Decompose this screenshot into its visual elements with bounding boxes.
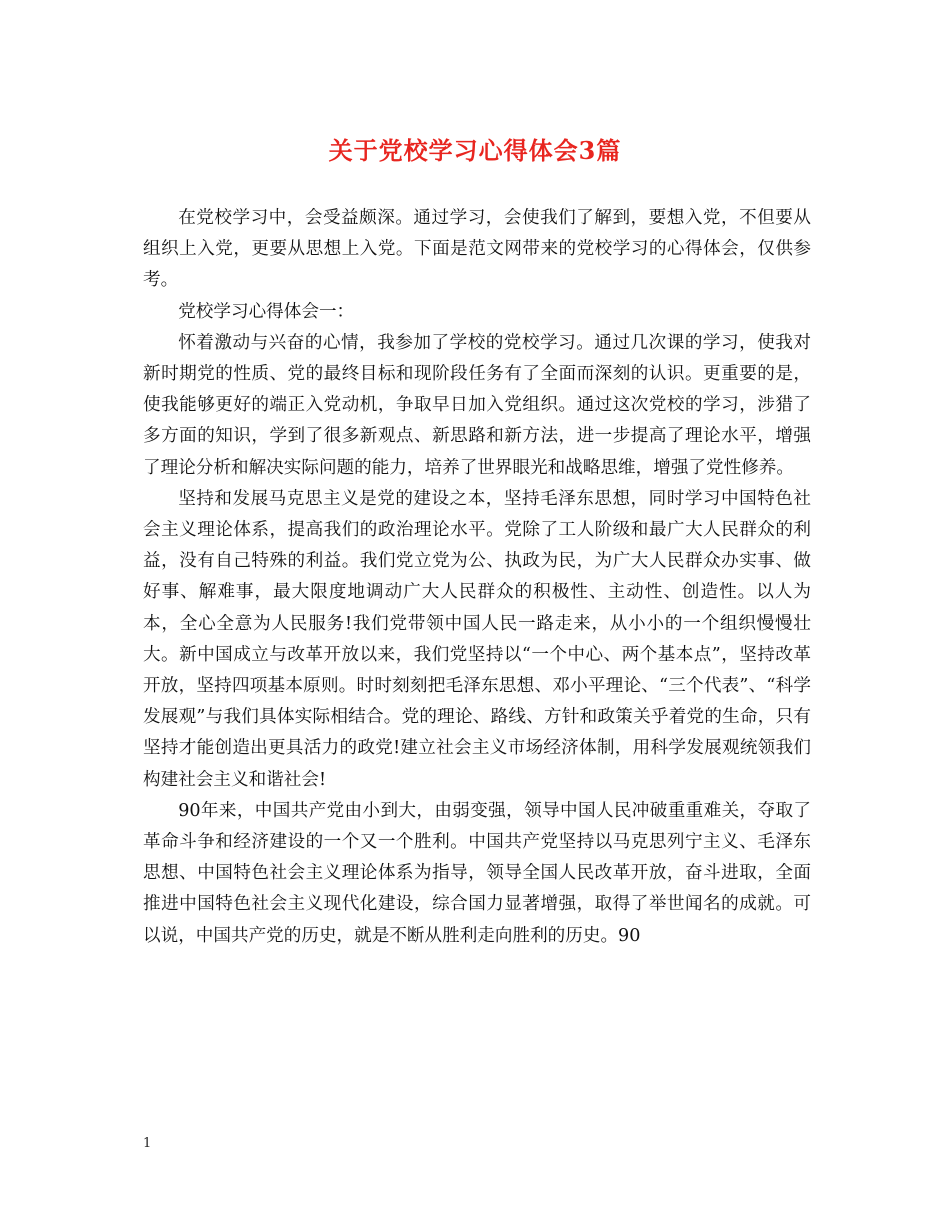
paragraph-section-heading: 党校学习心得体会一：: [178, 301, 355, 322]
paragraph-intro: 在党校学习中，会受益颇深。通过学习，会使我们了解到，要想入党，不但要从组织上入党，更要从思想上入党。下面是范文网带来的党校学习的心得体会，仅供参考。: [143, 208, 811, 291]
page-number: 1: [143, 1136, 152, 1151]
paragraph-body-3: 90年来，中国共产党由小到大，由弱变强，领导中国人民冲破重重难关，夺取了革命斗争和经济建设的一个又一个胜利。中国共产党坚持以马克思列宁主义、毛泽东思想、中国特色社会主义理论体系为指导，领导全国人民改革开放，奋斗进取，全面推进中国特色社会主义现代化建设，综合国力显著增强，取得了举世闻名的成就。可以说，中国共产党的历史，就是不断从胜利走向胜利的历史。90: [143, 800, 811, 946]
document-body: [143, 203, 811, 952]
paragraph-body-1: 怀着激动与兴奋的心情，我参加了学校的党校学习。通过几次课的学习，使我对新时期党的性质、党的最终目标和现阶段任务有了全面而深刻的认识。更重要的是，使我能够更好的端正入党动机，争取早日加入党组织。通过这次党校的学习，涉猎了多方面的知识，学到了很多新观点、新思路和新方法，进一步提高了理论水平，增强了理论分析和解决实际问题的能力，培养了世界眼光和战略思维，增强了党性修养。: [143, 332, 811, 478]
document-title: 关于党校学习心得体会3篇: [328, 136, 622, 165]
paragraph-body-2: 坚持和发展马克思主义是党的建设之本，坚持毛泽东思想，同时学习中国特色社会主义理论体系，提高我们的政治理论水平。党除了工人阶级和最广大人民群众的利益，没有自己特殊的利益。我们党立党为公、执政为民，为广大人民群众办实事、做好事、解难事，最大限度地调动广大人民群众的积极性、主动性、创造性。以人为本，全心全意为人民服务!我们党带领中国人民一路走来，从小小的一个组织慢慢壮大。新中国成立与改革开放以来，我们党坚持以“一个中心、两个基本点”，坚持改革开放，坚持四项基本原则。时时刻刻把毛泽东思想、邓小平理论、“三个代表”、“科学发展观”与我们具体实际相结合。党的理论、路线、方针和政策关乎着党的生命，只有坚持才能创造出更具活力的政党!建立社会主义市场经济体制，用科学发展观统领我们构建社会主义和谐社会!: [143, 488, 811, 790]
